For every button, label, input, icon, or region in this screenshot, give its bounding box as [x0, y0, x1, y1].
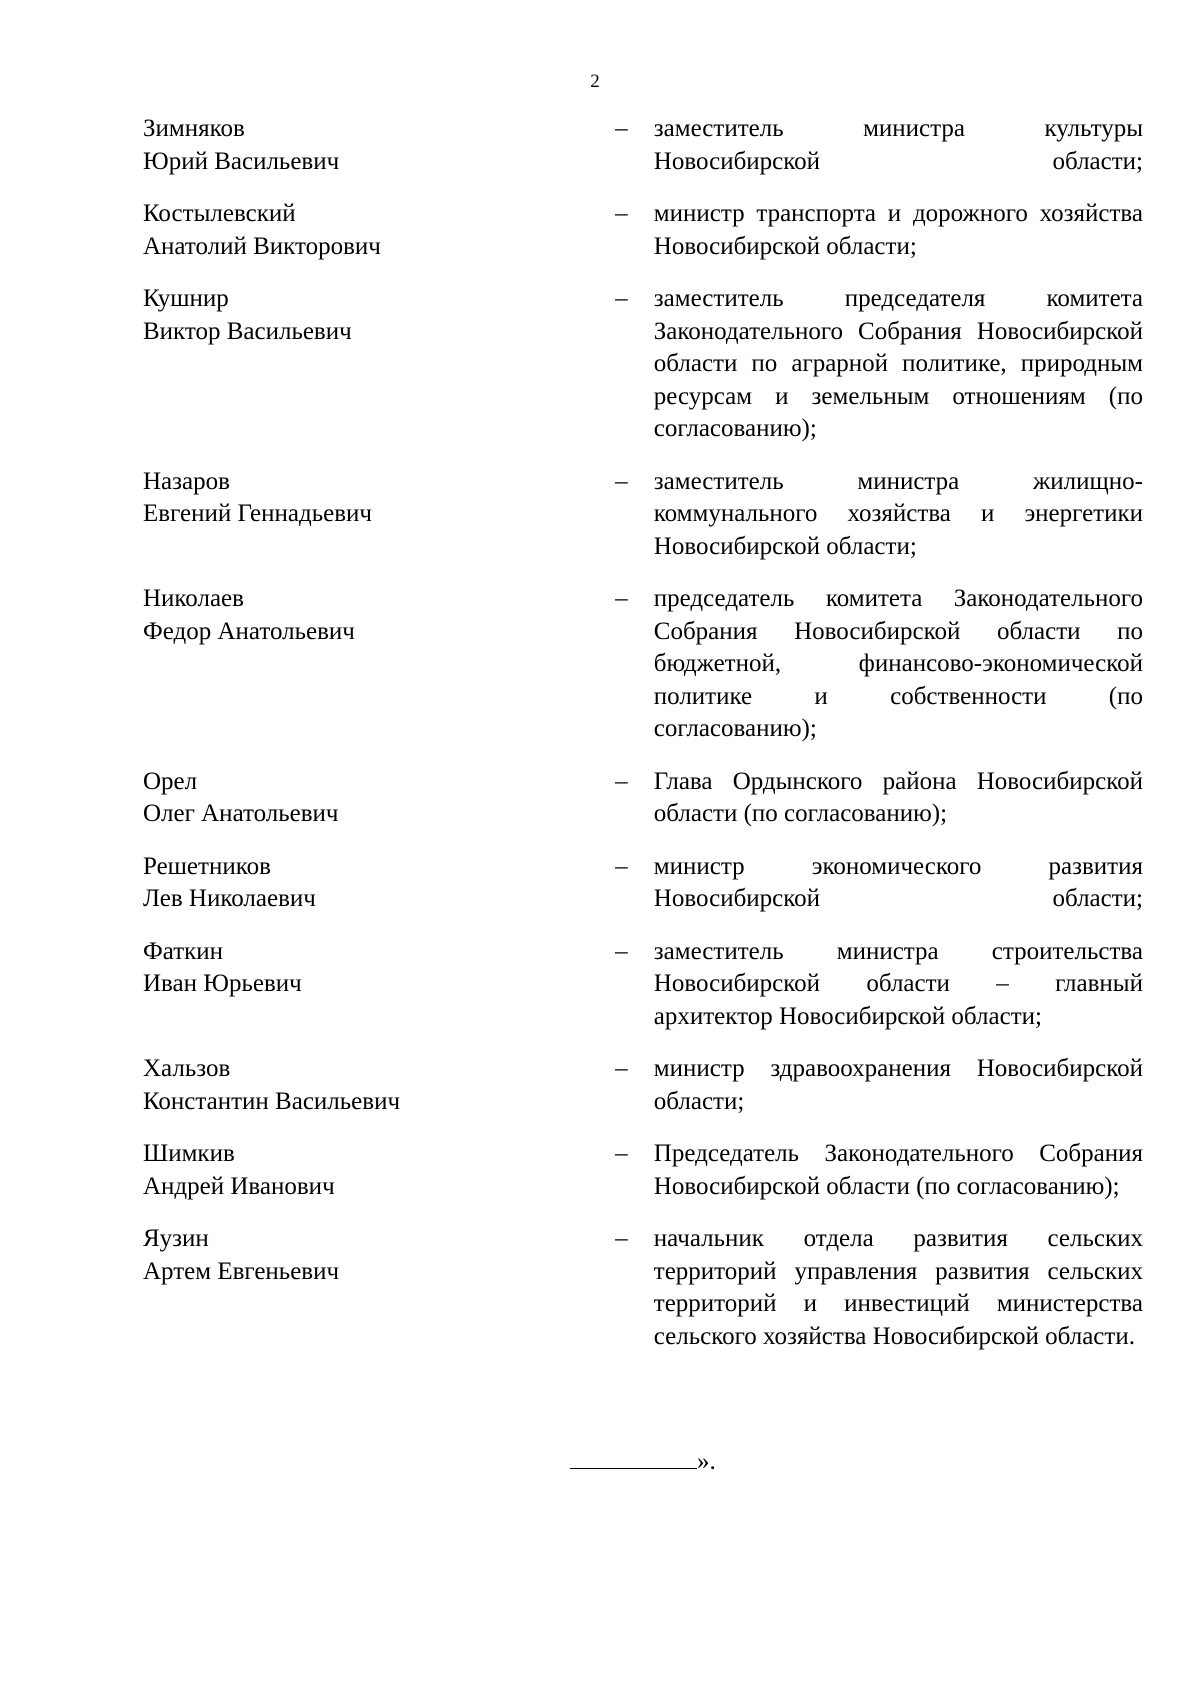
member-name	[143, 466, 469, 531]
member-name	[143, 283, 469, 348]
member-dash: –	[615, 115, 628, 142]
member-dash: –	[615, 1225, 628, 1252]
member-given-names: Иван Юрьевич	[143, 970, 302, 997]
member-name	[143, 1223, 469, 1288]
member-entry	[143, 113, 1143, 178]
member-entry	[143, 851, 1143, 916]
member-position: Председатель Законодательного Собрания Новосибирской области (по согласованию);	[653, 1140, 1143, 1200]
member-entry	[143, 936, 1143, 1034]
member-position: заместитель министра строительства Новосибирской области – главный архитектор Новосибирской области;	[653, 937, 1143, 1030]
commission-member-list	[143, 113, 1143, 1373]
member-dash: –	[615, 285, 628, 312]
member-name	[143, 851, 469, 916]
member-surname: Назаров	[143, 467, 230, 495]
member-given-names: Лев Николаевич	[143, 885, 316, 912]
closing-underline	[570, 1446, 697, 1469]
member-entry	[143, 283, 1143, 446]
closing-quote	[570, 1446, 716, 1478]
member-given-names: Олег Анатольевич	[143, 800, 339, 827]
closing-mark: ».	[697, 1448, 716, 1475]
member-surname: Зимняков	[143, 115, 245, 142]
member-given-names: Андрей Иванович	[143, 1172, 335, 1200]
member-position: министр здравоохранения Новосибирской области;	[653, 1055, 1143, 1115]
member-dash: –	[615, 1140, 628, 1167]
member-surname: Яузин	[143, 1225, 209, 1252]
member-dash: –	[615, 937, 628, 965]
member-given-names: Юрий Васильевич	[143, 147, 340, 175]
member-given-names: Виктор Васильевич	[143, 317, 352, 345]
member-surname: Кушнир	[143, 285, 229, 312]
member-position: начальник отдела развития сельских территорий управления развития сельских территорий и инвестиций министерства сельского хозяйства Новосибирской области.	[653, 1225, 1143, 1350]
member-dash: –	[615, 1055, 628, 1082]
member-position: заместитель министра культуры Новосибирской области;	[653, 115, 1143, 175]
member-surname: Решетников	[143, 852, 271, 880]
member-dash: –	[615, 585, 628, 612]
member-entry	[143, 466, 1143, 564]
member-position: заместитель председателя комитета Законодательного Собрания Новосибирской области по аграрной политике, природным ресурсам и земельным отношениям (по согласованию);	[653, 285, 1143, 442]
member-position: заместитель министра жилищно-коммунального хозяйства и энергетики Новосибирской области;	[653, 467, 1143, 560]
member-position: Глава Ордынского района Новосибирской области (по согласованию);	[653, 767, 1143, 827]
member-entry	[143, 583, 1143, 746]
member-position: министр транспорта и дорожного хозяйства Новосибирской области;	[653, 200, 1143, 260]
member-surname: Николаев	[143, 585, 244, 612]
member-given-names: Константин Васильевич	[143, 1087, 401, 1115]
member-surname: Шимкив	[143, 1140, 235, 1167]
member-surname: Хальзов	[143, 1055, 231, 1082]
member-entry	[143, 766, 1143, 831]
member-surname: Фаткин	[143, 937, 224, 965]
member-name	[143, 1053, 469, 1118]
member-entry	[143, 1223, 1143, 1353]
member-position: министр экономического развития Новосибирской области;	[653, 852, 1143, 912]
member-given-names: Евгений Геннадьевич	[143, 500, 372, 527]
member-dash: –	[615, 467, 628, 495]
member-entry	[143, 1138, 1143, 1203]
member-given-names: Федор Анатольевич	[143, 617, 355, 645]
member-name	[143, 198, 469, 263]
member-entry	[143, 1053, 1143, 1118]
member-name	[143, 936, 469, 1001]
member-name	[143, 766, 469, 831]
member-name	[143, 583, 469, 648]
member-dash: –	[615, 852, 628, 880]
member-dash: –	[615, 200, 628, 227]
member-position: председатель комитета Законодательного Собрания Новосибирской области по бюджетной, финансово-экономической политике и собственности (по согласованию);	[653, 585, 1143, 742]
member-dash: –	[615, 767, 628, 795]
member-name	[143, 1138, 469, 1203]
member-given-names: Анатолий Викторович	[143, 232, 381, 260]
member-surname: Костылевский	[143, 200, 296, 227]
member-name	[143, 113, 469, 178]
member-surname: Орел	[143, 767, 198, 795]
member-given-names: Артем Евгеньевич	[143, 1257, 340, 1285]
member-entry	[143, 198, 1143, 263]
page-number: 2	[590, 71, 600, 92]
